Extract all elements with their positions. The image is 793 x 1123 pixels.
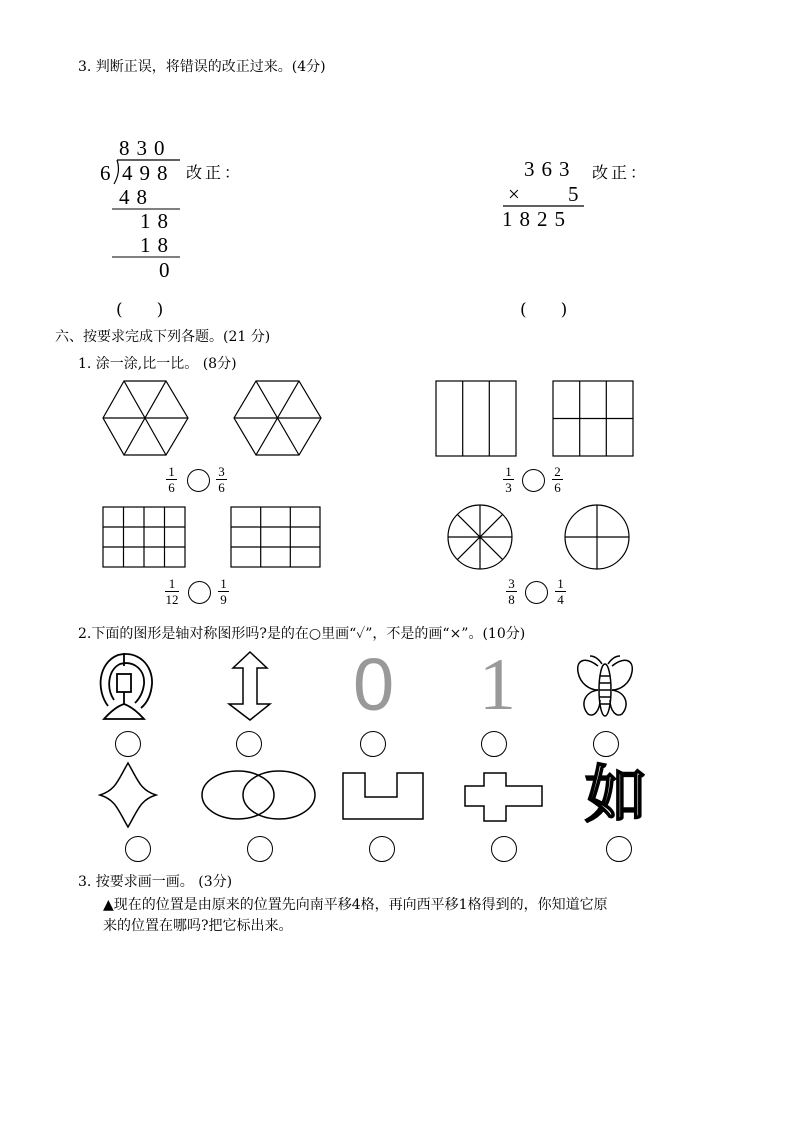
section6-title: 六、按要求完成下列各题。(21 分) (55, 329, 271, 345)
division-step-2: 18 (140, 209, 175, 233)
numerator: 3 (508, 576, 515, 591)
numerator: 1 (168, 464, 175, 479)
mult-answer-paren[interactable]: ( ) (520, 300, 568, 320)
mult-correction-label: 改正： (592, 163, 650, 182)
s6-q1-title: 1. 涂一涂,比一比。 (8分) (78, 356, 237, 372)
notched-rectangle-icon (343, 773, 423, 819)
denominator: 6 (218, 480, 225, 495)
mult-multiplier: 5 (568, 182, 586, 206)
digit-zero-figure: 0 (353, 643, 395, 726)
character-ru-figure: 如 (585, 758, 648, 831)
numerator: 1 (557, 576, 564, 591)
division-step-1: 48 (119, 185, 154, 209)
s6-q3-line1: ▲现在的位置是由原来的位置先向南平移4格，再向西平移1格得到的，你知道它原 (103, 897, 608, 913)
division-correction-label: 改正： (186, 163, 244, 182)
denominator: 9 (220, 592, 227, 607)
mult-result: 1825 (502, 207, 572, 231)
four-point-star-icon (100, 763, 156, 827)
division-divisor: 6 (100, 161, 118, 185)
answer-circle-7[interactable] (247, 836, 273, 862)
numerator: 1 (505, 464, 512, 479)
overlapping-ellipses-icon (202, 771, 315, 819)
denominator: 3 (505, 480, 512, 495)
denominator: 12 (165, 592, 179, 607)
cross-shape-icon (465, 773, 542, 821)
division-quotient: 830 (119, 136, 172, 160)
q3-title: 3. 判断正误，将错误的改正过来。(4分) (78, 59, 326, 75)
denominator: 4 (557, 592, 564, 607)
s6-q2-title: 2.下面的图形是轴对称图形吗?是的在○里画“✓”，不是的画“×”。(10分) (78, 626, 526, 642)
numerator: 1 (220, 576, 227, 591)
division-step-3: 18 (140, 233, 175, 257)
division-answer-paren[interactable]: ( ) (116, 300, 164, 320)
denominator: 6 (554, 480, 561, 495)
denominator: 6 (168, 480, 175, 495)
division-dividend: 498 (122, 161, 175, 185)
s6-q3-line2: 来的位置在哪吗?把它标出来。 (103, 918, 293, 934)
s6-q3-title: 3. 按要求画一画。 (3分) (78, 874, 233, 890)
answer-circle-10[interactable] (606, 836, 632, 862)
mult-operator: × (508, 182, 527, 206)
answer-circle-8[interactable] (369, 836, 395, 862)
numerator: 2 (554, 464, 561, 479)
numerator: 1 (168, 576, 176, 591)
digit-one-figure: 1 (479, 644, 516, 726)
answer-circle-9[interactable] (491, 836, 517, 862)
numerator: 3 (218, 464, 225, 479)
division-step-4: 0 (159, 258, 177, 282)
mult-top: 363 (524, 157, 577, 181)
denominator: 8 (508, 592, 515, 607)
answer-circle-6[interactable] (125, 836, 151, 862)
